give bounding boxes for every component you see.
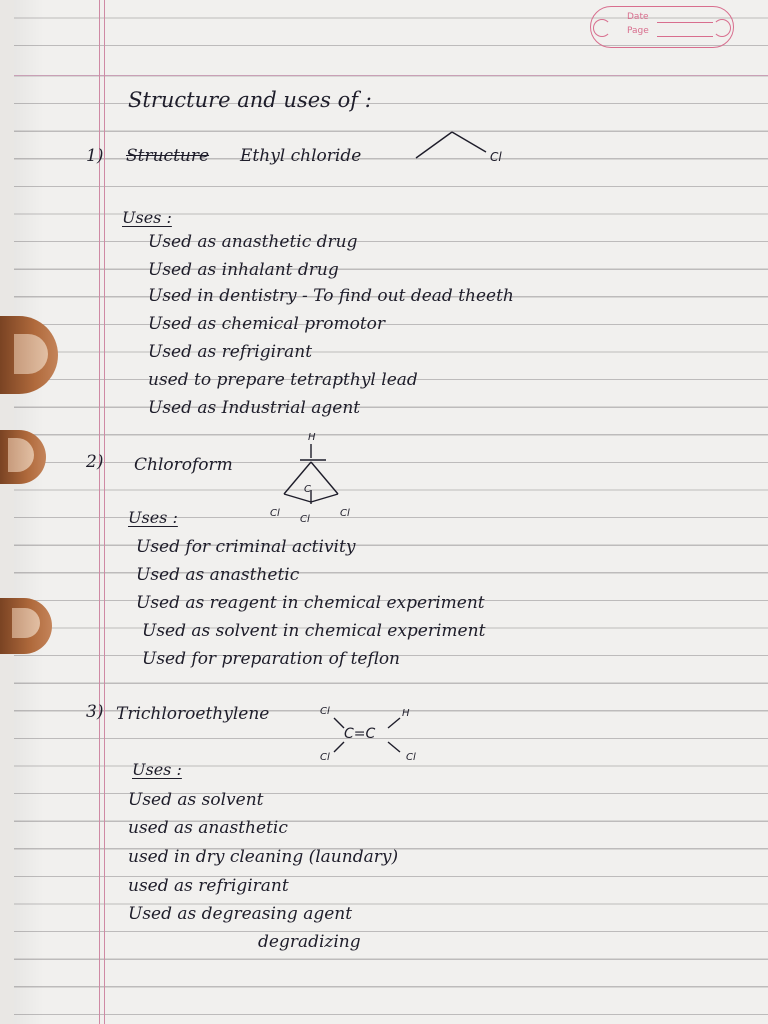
- section-2-name: Chloroform: [134, 455, 233, 475]
- structure-label-h: H: [402, 708, 410, 719]
- structure-label-cl: Cl: [340, 508, 350, 519]
- section-3-use: used as refrigirant: [128, 876, 289, 896]
- header-rule: [14, 75, 768, 76]
- page-title: Structure and uses of :: [128, 88, 372, 112]
- section-2-use: Used as solvent in chemical experiment: [142, 621, 486, 641]
- structure-label-h: H: [308, 432, 316, 443]
- date-rule: [657, 22, 713, 23]
- page-rule: [657, 36, 713, 37]
- section-1-uses-heading: Uses :: [122, 208, 172, 227]
- section-3-use: used as anasthetic: [128, 818, 288, 838]
- chloroform-structure: [270, 444, 370, 516]
- structure-double-bond: C=C: [344, 726, 376, 742]
- date-label: Date: [627, 12, 649, 22]
- structure-label-cl: Cl: [320, 752, 330, 763]
- stamp-curl: [713, 19, 731, 37]
- structure-label-cl: Cl: [406, 752, 416, 763]
- section-1-use: Used as anasthetic drug: [148, 232, 358, 252]
- trichloroethylene-structure: [330, 716, 410, 756]
- structure-label-cl: Cl: [490, 150, 502, 164]
- section-1-use: Used as inhalant drug: [148, 260, 339, 280]
- section-3-number: 3): [86, 702, 104, 722]
- fingernail: [14, 334, 48, 374]
- section-2-use: Used for criminal activity: [136, 537, 356, 557]
- section-1-struck-word: Structure: [126, 146, 210, 166]
- section-2-use: Used as anasthetic: [136, 565, 300, 585]
- date-page-stamp: [590, 6, 734, 48]
- section-2-uses-heading: Uses :: [128, 508, 178, 527]
- page-label: Page: [627, 26, 649, 36]
- structure-label-cl: Cl: [300, 514, 310, 525]
- section-2-use: Used as reagent in chemical experiment: [136, 593, 485, 613]
- section-2-number: 2): [86, 452, 104, 472]
- structure-label-cl: Cl: [270, 508, 280, 519]
- section-3-use: Used as degreasing agent: [128, 904, 353, 924]
- fingernail: [12, 608, 40, 638]
- section-1-use: Used as chemical promotor: [148, 314, 386, 334]
- section-3-uses-heading: Uses :: [132, 760, 182, 779]
- structure-label-cl: Cl: [320, 706, 330, 717]
- section-3-correction: degradizing: [258, 932, 361, 952]
- stamp-curl: [593, 19, 611, 37]
- section-3-name: Trichloroethylene: [116, 704, 270, 724]
- structure-label-c: C: [304, 484, 311, 495]
- section-3-use: used in dry cleaning (laundary): [128, 847, 399, 867]
- section-1-use: used to prepare tetrapthyl lead: [148, 370, 418, 390]
- section-1-use: Used in dentistry - To find out dead theeth: [148, 286, 514, 306]
- ethyl-chloride-structure: [416, 130, 496, 160]
- section-3-use: Used as solvent: [128, 790, 264, 810]
- margin-line: [104, 0, 105, 1024]
- section-2-use: Used for preparation of teflon: [142, 649, 401, 669]
- section-1-use: Used as refrigirant: [148, 342, 313, 362]
- section-1-number: 1): [86, 146, 104, 166]
- section-1-use: Used as Industrial agent: [148, 398, 361, 418]
- section-1-name: Ethyl chloride: [240, 146, 362, 166]
- fingernail: [8, 438, 34, 472]
